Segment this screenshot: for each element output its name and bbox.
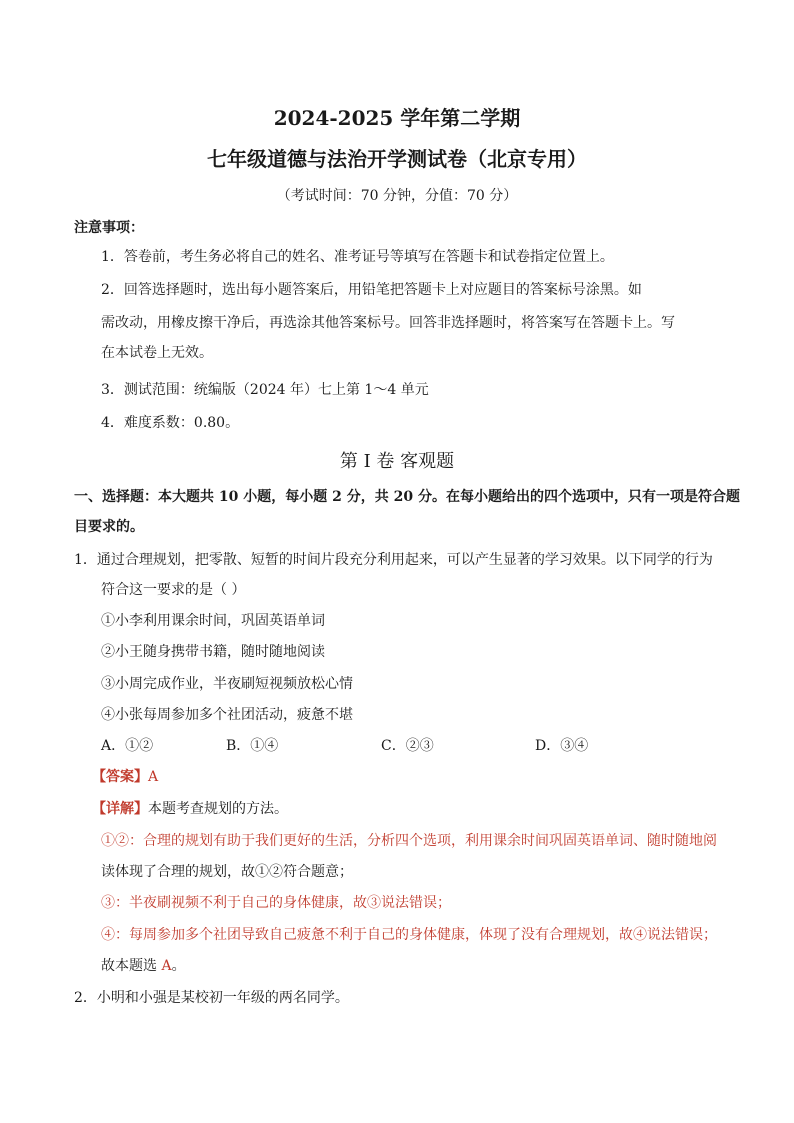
question-1-statement-1: ①小李利用课余时间，巩固英语单词 [101, 613, 325, 629]
section-title: 第 I 卷 客观题 [339, 451, 455, 472]
question-1-answer [92, 767, 158, 787]
section-instructions-line-2: 目要求的。 [74, 519, 144, 535]
note-item-4: 4．难度系数：0.80。 [101, 415, 240, 431]
note-item-2-line-3: 在本试卷上无效。 [101, 345, 213, 361]
note-item-2-line-2: 需改动，用橡皮擦干净后，再选涂其他答案标号。回答非选择题时，将答案写在答题卡上。写 [101, 315, 675, 331]
detail-intro-text: 本题考查规划的方法。 [148, 801, 288, 817]
question-1-statement-2: ②小王随身携带书籍，随时随地阅读 [101, 644, 325, 660]
note-item-3: 3．测试范围：统编版（2024 年）七上第 1～4 单元 [101, 382, 429, 398]
conclusion-suffix: 。 [171, 958, 186, 974]
question-1-option-a: A．①② [101, 738, 154, 754]
question-2-stem-line-1: 2．小明和小强是某校初一年级的两名同学。 [74, 990, 349, 1006]
question-1-option-d: D．③④ [535, 738, 589, 754]
question-1-statement-4: ④小张每周参加多个社团活动，疲惫不堪 [101, 707, 353, 723]
question-1-option-c: C．②③ [381, 738, 434, 754]
answer-value: A [148, 769, 159, 785]
conclusion-prefix: 故本题选 [101, 958, 162, 974]
notes-heading: 注意事项： [74, 220, 144, 236]
question-1-detail-line-1: ①②：合理的规划有助于我们更好的生活，分析四个选项，利用课余时间巩固英语单词、随时随地阅 [101, 833, 717, 849]
conclusion-answer: A [161, 958, 172, 974]
question-1-statement-3: ③小周完成作业，半夜刷短视频放松心情 [101, 676, 353, 692]
question-1-detail-line-5 [101, 956, 186, 976]
answer-label: 【答案】 [92, 769, 148, 785]
question-1-detail-line-4: ④：每周参加多个社团导致自己疲惫不利于自己的身体健康，体现了没有合理规划，故④说法错误； [101, 927, 717, 943]
note-item-1: 1．答卷前，考生务必将自己的姓名、准考证号等填写在答题卡和试卷指定位置上。 [101, 249, 614, 265]
exam-title-subject: 七年级道德与法治开学测试卷（北京专用） [207, 147, 587, 171]
question-1-detail-intro [92, 799, 288, 819]
section-instructions-line-1: 一、选择题：本大题共 10 小题，每小题 2 分，共 20 分。在每小题给出的四个选项中，只有一项是符合题 [74, 489, 740, 505]
note-item-2-line-1: 2．回答选择题时，选出每小题答案后，用铅笔把答题卡上对应题目的答案标号涂黑。如 [101, 282, 642, 298]
question-1-detail-line-2: 读体现了合理的规划，故①②符合题意； [101, 864, 353, 880]
question-1-stem-line-2: 符合这一要求的是（ ） [101, 582, 246, 598]
exam-title-term: 2024-2025 学年第二学期 [273, 106, 521, 130]
question-1-option-b: B．①④ [226, 738, 279, 754]
question-1-stem-line-1: 1．通过合理规划，把零散、短暂的时间片段充分利用起来，可以产生显著的学习效果。以下同学的行为 [74, 552, 713, 568]
detail-label: 【详解】 [92, 801, 148, 817]
question-1-detail-line-3: ③：半夜刷视频不利于自己的身体健康，故③说法错误； [101, 895, 451, 911]
exam-info: （考试时间：70 分钟，分值：70 分） [276, 188, 518, 204]
